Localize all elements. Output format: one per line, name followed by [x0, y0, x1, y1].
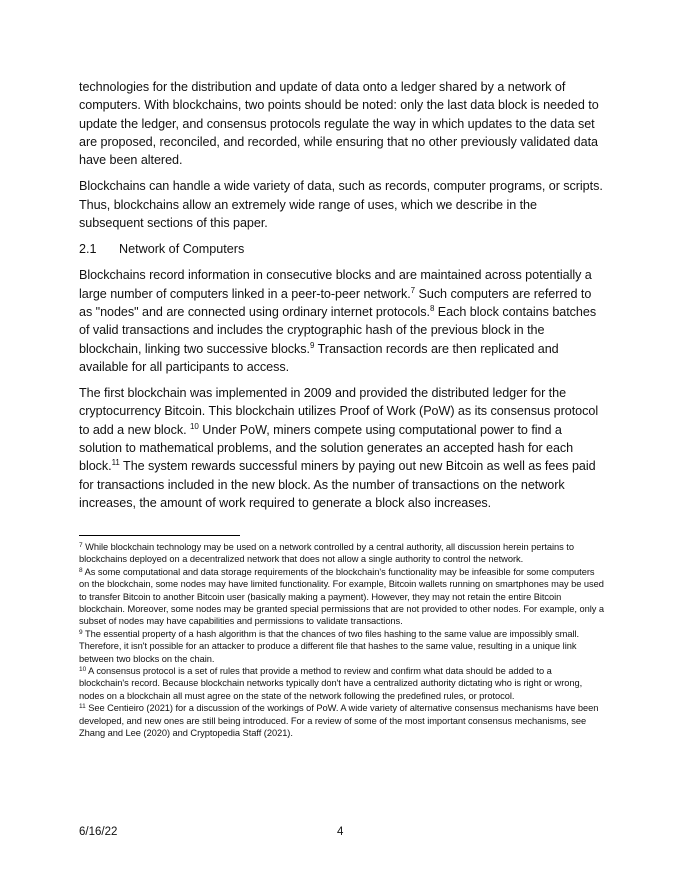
footnote-text: As some computational and data storage requirements of the blockchain's functionality may be infeasible for some computers on the blockchain, some nodes may have limited functionality. For example, Bitcoin wallets running on smartphones may be used to transfer Bitcoin to another Bitcoin user (basically making a payment). However, they may not retain the entire Bitcoin blockchain. Moreover, some nodes may be granted special permissions that are not provided to other nodes. For example, only a subset of nodes may have capabilities and permissions to validate transactions.	[79, 566, 604, 627]
paragraph-network	[79, 266, 604, 376]
footnote-ref-10[interactable]: 10	[190, 421, 199, 431]
section-title: Network of Computers	[119, 242, 245, 257]
footnote-marker: 11	[79, 703, 86, 711]
section-number: 2.1	[79, 242, 97, 257]
footnote-8	[79, 566, 604, 628]
section-heading	[79, 240, 604, 258]
page-number: 4	[337, 826, 344, 838]
footnote-marker: 10	[79, 666, 87, 674]
footnote-ref-9[interactable]: 9	[310, 340, 315, 350]
paragraph-text: Each block contains batches of valid transactions and includes the cryptographic hash of the previous block in the blockchain, linking two successive blocks.	[79, 304, 597, 356]
footnote-divider	[79, 535, 240, 536]
paragraph-text: technologies for the distribution and update of data onto a ledger shared by a network of computers. With blockchains, two points should be noted: only the last data block is needed to update the ledger, and consensus protocols regulate the way in which updates to the data set are proposed, reconciled, and recorded, while ensuring that no other previously validated data have been altered.	[79, 80, 599, 168]
paragraph-text: The system rewards successful miners by paying out new Bitcoin as well as fees paid for transactions included in the new block. As the number of transactions on the network increases, the amount of work required to generate a block also increases.	[79, 459, 596, 510]
footnote-marker: 8	[79, 566, 83, 574]
footnote-ref-11[interactable]: 11	[111, 458, 120, 468]
paragraph-text: Under PoW, miners compete using computational power to find a solution to mathematical problems, and the solution generates an accepted hash for each block.	[79, 422, 574, 474]
paragraph-text: Blockchains record information in consecutive blocks and are maintained across potentially a large number of computers linked in a peer-to-peer network.	[79, 268, 592, 301]
footnotes	[79, 541, 604, 740]
footer-date: 6/16/22	[79, 826, 118, 838]
footnote-marker: 7	[79, 542, 83, 549]
footnote-marker: 9	[79, 628, 83, 636]
footnote-11	[79, 702, 604, 739]
paragraph-text: Blockchains can handle a wide variety of data, such as records, computer programs, or scripts. Thus, blockchains allow an extremely wide range of uses, which we describe in the subsequent sections of this paper.	[79, 179, 603, 231]
paragraph-text: The first blockchain was implemented in 2009 and provided the distributed ledger for the cryptocurrency Bitcoin. This blockchain utilizes Proof of Work (PoW) as its consensus protocol to add a new block.	[79, 386, 599, 437]
footnote-ref-8[interactable]: 8	[429, 303, 435, 313]
footnote-7	[79, 541, 604, 566]
footnote-text: A consensus protocol is a set of rules that provide a method to review and confirm what data should be added to a blockchain's record. Because blockchain networks typically don't have a centralized authority dictating who is right or wrong, nodes on a blockchain all must agree on the state of the network following the predefined rules, or protocol.	[79, 666, 583, 701]
paragraph-ledger	[79, 78, 604, 169]
footnote-ref-7[interactable]: 7	[410, 285, 416, 295]
footnote-10	[79, 665, 604, 702]
footnote-text: See Centieiro (2021) for a discussion of the workings of PoW. A wide variety of alternative consensus mechanisms have been developed, and new ones are still being introduced. For a review of some of the most important consensus mechanisms, see Zhang and Lee (2020) and Cryptopedia Staff (2021).	[79, 703, 599, 739]
footnote-text: While blockchain technology may be used on a network controlled by a central authority, all discussion herein pertains to blockchains deployed on a decentralized network that does not allow a single authority to control the network.	[79, 542, 574, 565]
paragraph-text: Transaction records are then replicated and available for all participants to access.	[79, 341, 559, 374]
footnote-text: The essential property of a hash algorithm is that the chances of two files hashing to the same value are impossibly small. Therefore, it isn't possible for an attacker to produce a different file that hashes to the same value, resulting in a unique link between two blocks on the chain.	[79, 628, 580, 664]
paragraph-text: Such computers are referred to as "nodes" and are connected using ordinary internet protocols.	[79, 286, 592, 319]
footnote-9	[79, 628, 604, 665]
paragraph-uses	[79, 177, 604, 232]
paragraph-bitcoin	[79, 384, 604, 512]
body-text	[79, 78, 604, 520]
